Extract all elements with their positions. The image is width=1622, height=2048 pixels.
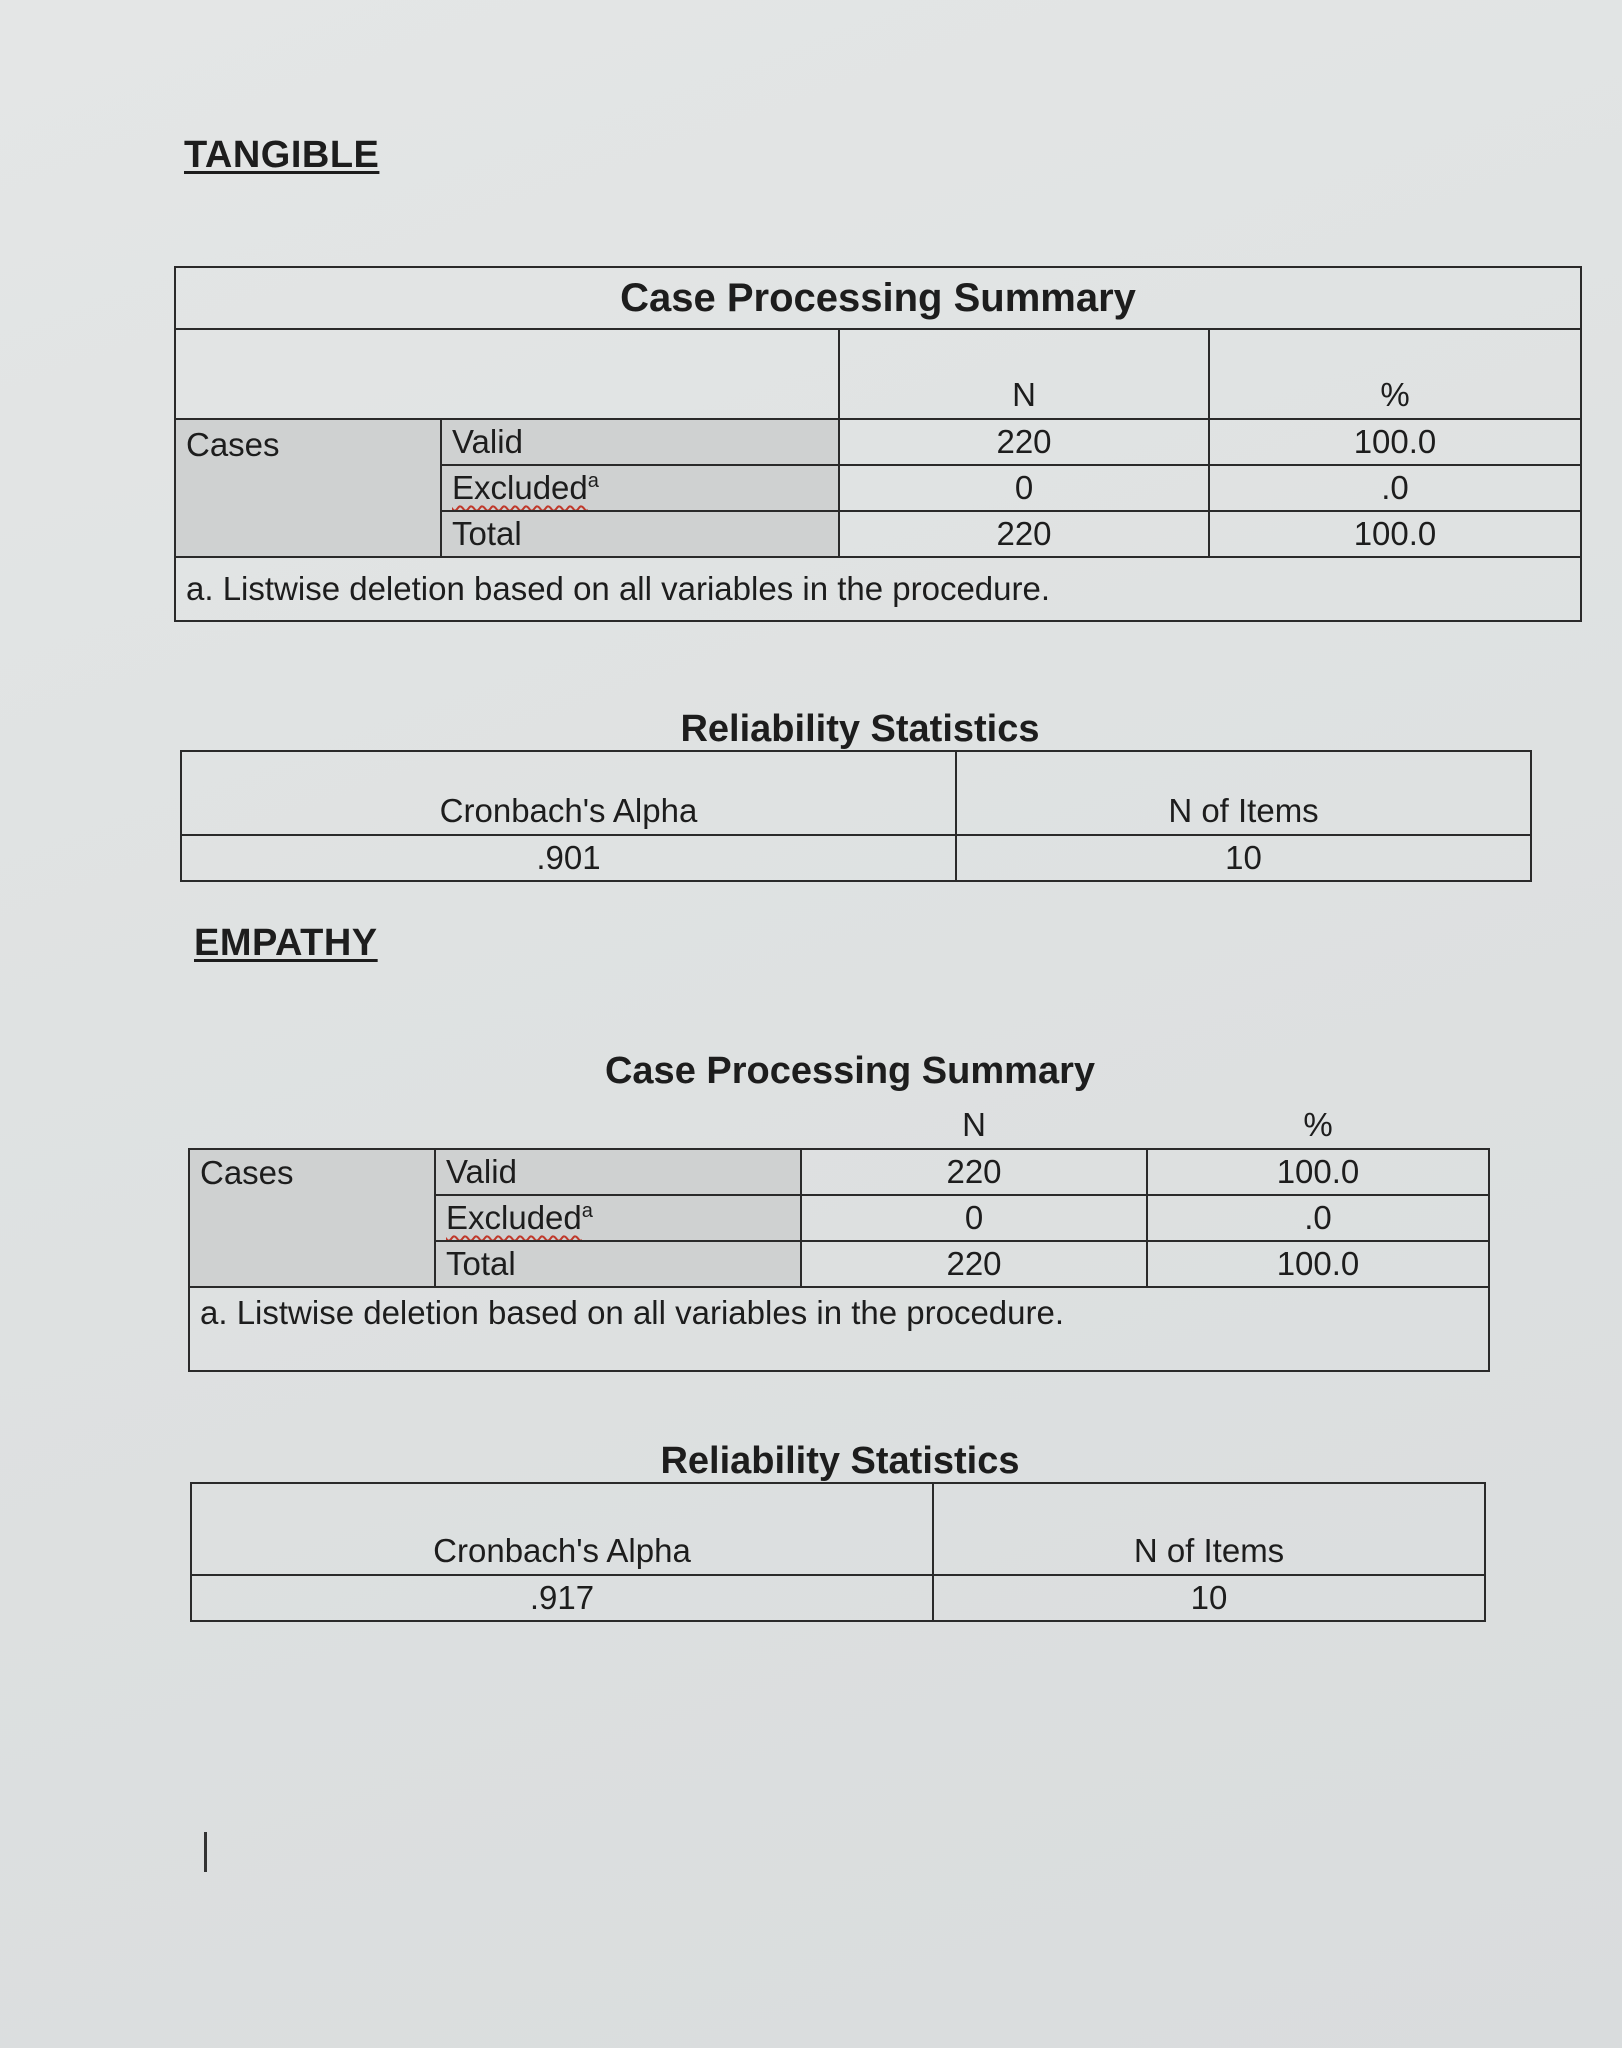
tangible-case-summary-title: Case Processing Summary (175, 267, 1581, 329)
col-header-n: N (839, 329, 1209, 419)
cell-total-percent: 100.0 (1209, 511, 1581, 557)
col-header-cronbach-alpha: Cronbach's Alpha (181, 751, 956, 835)
cell-valid-n: 220 (801, 1149, 1147, 1195)
col-header-n-of-items: N of Items (956, 751, 1531, 835)
row-label-valid: Valid (441, 419, 839, 465)
tangible-case-summary-table (174, 266, 1582, 622)
footnote-marker: a (587, 470, 599, 492)
empathy-case-summary-table (188, 1100, 1490, 1372)
cell-n-of-items: 10 (956, 835, 1531, 881)
section-title-tangible: TANGIBLE (184, 134, 380, 176)
tangible-reliability-table (180, 750, 1532, 882)
row-label-total: Total (441, 511, 839, 557)
empathy-case-summary-title: Case Processing Summary (604, 1050, 1095, 1092)
row-label-valid: Valid (435, 1149, 801, 1195)
col-header-n-of-items: N of Items (933, 1483, 1485, 1575)
cell-total-n: 220 (801, 1241, 1147, 1287)
header-blank-cell (175, 329, 839, 419)
col-header-percent: % (1209, 329, 1581, 419)
cell-valid-percent: 100.0 (1209, 419, 1581, 465)
cell-excluded-percent: .0 (1209, 465, 1581, 511)
col-header-n: N (962, 1106, 986, 1143)
cell-total-n: 220 (839, 511, 1209, 557)
cases-group-label: Cases (189, 1149, 435, 1287)
header-blank-cell (189, 1100, 801, 1149)
cell-valid-percent: 100.0 (1147, 1149, 1489, 1195)
row-label-excluded: Excluded$^a$ (435, 1195, 801, 1241)
table-footnote: a. Listwise deletion based on all variables in the procedure. (175, 557, 1581, 621)
col-header-percent: % (1303, 1106, 1333, 1143)
row-label-total: Total (435, 1241, 801, 1287)
cell-n-of-items: 10 (933, 1575, 1485, 1621)
footnote-marker: a (581, 1200, 593, 1222)
cell-excluded-percent: .0 (1147, 1195, 1489, 1241)
tangible-reliability-title: Reliability Statistics (680, 708, 1040, 750)
empathy-reliability-table (190, 1482, 1486, 1622)
col-header-cronbach-alpha: Cronbach's Alpha (191, 1483, 933, 1575)
section-title-empathy: EMPATHY (194, 922, 378, 964)
cases-group-label: Cases (175, 419, 441, 557)
table-footnote: a. Listwise deletion based on all variables in the procedure. (189, 1287, 1489, 1371)
cell-total-percent: 100.0 (1147, 1241, 1489, 1287)
empathy-reliability-title: Reliability Statistics (660, 1440, 1020, 1482)
cell-excluded-n: 0 (839, 465, 1209, 511)
cell-valid-n: 220 (839, 419, 1209, 465)
text-cursor (204, 1832, 207, 1872)
row-label-excluded: Excluded$^a$ (441, 465, 839, 511)
cell-cronbach-alpha: .901 (181, 835, 956, 881)
cell-excluded-n: 0 (801, 1195, 1147, 1241)
cell-cronbach-alpha: .917 (191, 1575, 933, 1621)
